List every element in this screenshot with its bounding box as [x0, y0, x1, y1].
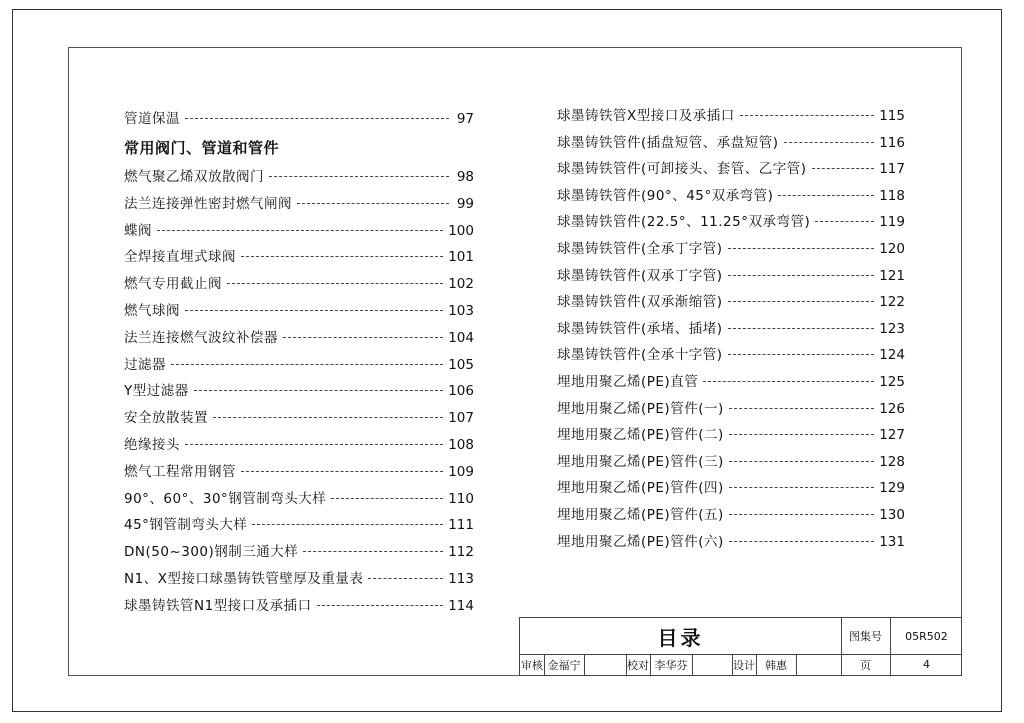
toc-entry — [124, 594, 474, 616]
dash-leader — [241, 471, 443, 472]
toc-entry-title: 埋地用聚乙烯(PE)管件(一) — [557, 400, 724, 417]
toc-entry-page: 120 — [879, 241, 905, 257]
section-heading: 常用阀门、管道和管件 — [124, 139, 280, 157]
toc-entry-page: 110 — [448, 490, 474, 507]
toc-entry-title: 安全放散装置 — [124, 410, 208, 427]
dash-leader — [728, 275, 875, 276]
dash-leader — [729, 514, 874, 515]
toc-entry — [557, 476, 905, 498]
toc-entry-page: 112 — [448, 544, 474, 561]
toc-entry-title: 埋地用聚乙烯(PE)管件(三) — [557, 453, 724, 470]
toc-entry — [124, 245, 474, 267]
toc-entry — [124, 326, 474, 348]
toc-entry-title: 燃气专用截止阀 — [124, 276, 222, 293]
toc-entry-page: 100 — [448, 222, 474, 239]
dash-leader — [729, 487, 874, 488]
dash-leader — [728, 354, 875, 355]
dash-leader — [703, 381, 874, 382]
toc-entry-page: 116 — [879, 134, 905, 151]
toc-entry — [124, 379, 474, 401]
toc-entry-title: 球墨铸铁管件(双承渐缩管) — [557, 294, 723, 311]
page-number: 4 — [923, 658, 930, 671]
dash-leader — [303, 551, 443, 552]
toc-entry-title: 绝缘接头 — [124, 437, 180, 453]
toc-entry — [124, 540, 474, 562]
dash-leader — [185, 118, 449, 119]
toc-entry — [557, 397, 905, 419]
toc-entry-title: 球墨铸铁管件(全承丁字管) — [557, 241, 723, 257]
dash-leader — [283, 337, 443, 338]
dash-leader — [784, 142, 875, 143]
toc-entry-page: 113 — [448, 571, 474, 587]
toc-entry-page: 128 — [879, 453, 905, 470]
dash-leader — [331, 498, 443, 499]
toc-entry-title: DN(50~300)钢制三通大样 — [124, 544, 299, 561]
toc-entry-title: 球墨铸铁管件(22.5°、11.25°双承弯管) — [557, 214, 811, 231]
toc-entry-title: 埋地用聚乙烯(PE)管件(六) — [557, 533, 724, 550]
toc-entry — [124, 192, 474, 214]
dash-leader — [728, 248, 875, 249]
toc-entry-title: 球墨铸铁管N1型接口及承插口 — [124, 597, 312, 614]
toc-entry-page: 115 — [879, 108, 905, 124]
toc-entry-title: 球墨铸铁管件(90°、45°双承弯管) — [557, 187, 774, 204]
dash-leader — [729, 434, 874, 435]
dash-leader — [317, 605, 444, 606]
toc-entry-title: 全焊接直埋式球阀 — [124, 249, 236, 266]
dash-leader — [252, 524, 443, 525]
title-block-vline — [692, 654, 693, 675]
toc-entry-page: 99 — [456, 195, 474, 212]
toc-entry-title: 管道保温 — [124, 111, 180, 127]
toc-entry-title: 法兰连接燃气波纹补偿器 — [124, 329, 278, 346]
toc-entry-page: 130 — [879, 507, 905, 523]
toc-entry-title: 蝶阀 — [124, 222, 152, 239]
toc-entry — [124, 406, 474, 428]
toc-entry-title: 球墨铸铁管X型接口及承插口 — [557, 108, 735, 124]
toc-entry — [124, 460, 474, 482]
toc-entry-title: N1、X型接口球墨铸铁管壁厚及重量表 — [124, 571, 364, 587]
toc-entry-title: 埋地用聚乙烯(PE)直管 — [557, 374, 699, 390]
toc-entry — [124, 513, 474, 535]
dash-leader — [729, 541, 874, 542]
dash-leader — [728, 328, 875, 329]
toc-entry — [124, 299, 474, 321]
toc-entry — [124, 433, 474, 455]
toc-entry-page: 124 — [879, 347, 905, 364]
toc-entry-page: 122 — [879, 294, 905, 311]
toc-entry — [557, 530, 905, 552]
toc-entry — [124, 567, 474, 589]
toc-entry-title: 法兰连接弹性密封燃气闸阀 — [124, 195, 292, 212]
toc-entry-page: 127 — [879, 427, 905, 444]
toc-entry — [124, 487, 474, 509]
drawing-title: 目录 — [657, 625, 704, 650]
toc-entry-title: 燃气工程常用钢管 — [124, 463, 236, 480]
toc-entry — [557, 423, 905, 445]
toc-entry-page: 119 — [879, 214, 905, 231]
dash-leader — [729, 461, 874, 462]
toc-entry — [557, 264, 905, 286]
toc-entry — [124, 107, 474, 129]
toc-entry-page: 102 — [448, 276, 474, 293]
toc-entry-title: 球墨铸铁管件(全承十字管) — [557, 347, 723, 364]
toc-entry-page: 105 — [448, 356, 474, 373]
toc-entry-page: 121 — [879, 267, 905, 284]
toc-entry-page: 109 — [448, 463, 474, 480]
toc-entry-page: 131 — [879, 533, 905, 550]
dash-leader — [227, 283, 443, 284]
title-block — [519, 617, 962, 676]
toc-entry-page: 106 — [448, 383, 474, 400]
dash-leader — [157, 230, 443, 231]
toc-entry-page: 107 — [448, 410, 474, 427]
atlas-label: 图集号 — [849, 630, 882, 643]
toc-entry-page: 103 — [448, 303, 474, 319]
toc-entry-page: 108 — [448, 437, 474, 453]
toc-entry — [557, 210, 905, 232]
toc-entry-title: 球墨铸铁管件(插盘短管、承盘短管) — [557, 134, 779, 151]
toc-entry-title: 球墨铸铁管件(承堵、插堵) — [557, 320, 723, 337]
toc-entry — [557, 450, 905, 472]
toc-entry — [557, 237, 905, 259]
dash-leader — [171, 364, 443, 365]
toc-entry — [124, 272, 474, 294]
toc-entry-title: 过滤器 — [124, 356, 166, 373]
toc-entry-page: 101 — [448, 249, 474, 266]
toc-entry-title: 球墨铸铁管件(双承丁字管) — [557, 267, 723, 284]
toc-entry — [557, 290, 905, 312]
dash-leader — [368, 578, 443, 579]
toc-entry-page: 123 — [879, 320, 905, 337]
toc-entry-page: 98 — [456, 169, 474, 185]
toc-entry — [557, 503, 905, 525]
toc-entry-title: 埋地用聚乙烯(PE)管件(五) — [557, 507, 724, 523]
toc-entry-title: 燃气球阀 — [124, 303, 180, 319]
toc-entry — [557, 343, 905, 365]
toc-entry — [557, 157, 905, 179]
toc-entry — [124, 219, 474, 241]
dash-leader — [213, 417, 443, 418]
dash-leader — [728, 301, 875, 302]
toc-entry-title: 埋地用聚乙烯(PE)管件(四) — [557, 480, 724, 497]
dash-leader — [241, 256, 443, 257]
design-label: 设计 — [733, 658, 755, 672]
atlas-number: 05R502 — [905, 629, 948, 643]
dash-leader — [812, 168, 875, 169]
toc-entry-title: Y型过滤器 — [124, 383, 189, 400]
checker-name: 李华芬 — [654, 658, 688, 672]
dash-leader — [778, 195, 874, 196]
toc-entry — [124, 353, 474, 375]
dash-leader — [185, 310, 443, 311]
check-label: 校对 — [627, 658, 649, 672]
review-label: 审核 — [521, 658, 543, 672]
toc-entry-page: 129 — [879, 480, 905, 497]
reviewer-name: 金福宁 — [547, 658, 581, 672]
toc-entry-title: 埋地用聚乙烯(PE)管件(二) — [557, 427, 724, 444]
toc-entry — [557, 317, 905, 339]
designer-name: 韩惠 — [765, 658, 787, 672]
toc-entry — [124, 165, 474, 187]
dash-leader — [740, 115, 874, 116]
dash-leader — [185, 444, 443, 445]
dash-leader — [269, 176, 449, 177]
toc-entry-page: 125 — [879, 374, 905, 390]
toc-entry-page: 97 — [456, 111, 474, 127]
toc-entry — [557, 184, 905, 206]
dash-leader — [729, 408, 874, 409]
title-block-vline — [796, 654, 797, 675]
toc-entry — [557, 131, 905, 153]
toc-entry — [557, 370, 905, 392]
toc-entry-title: 燃气聚乙烯双放散阀门 — [124, 169, 264, 185]
toc-entry-title: 90°、60°、30°钢管制弯头大样 — [124, 490, 327, 507]
toc-entry-page: 126 — [879, 400, 905, 417]
toc-entry-page: 118 — [879, 187, 905, 204]
title-block-vline — [584, 654, 585, 675]
toc-entry-page: 114 — [448, 597, 474, 614]
toc-entry-page: 104 — [448, 329, 474, 346]
toc-entry — [557, 104, 905, 126]
page-label: 页 — [860, 658, 871, 672]
dash-leader — [194, 390, 443, 391]
toc-entry-title: 45°钢管制弯头大样 — [124, 517, 248, 534]
toc-entry-title: 球墨铸铁管件(可卸接头、套管、乙字管) — [557, 161, 807, 178]
dash-leader — [297, 203, 449, 204]
toc-entry-page: 117 — [879, 161, 905, 178]
toc-entry-page: 111 — [448, 517, 474, 534]
dash-leader — [815, 221, 874, 222]
